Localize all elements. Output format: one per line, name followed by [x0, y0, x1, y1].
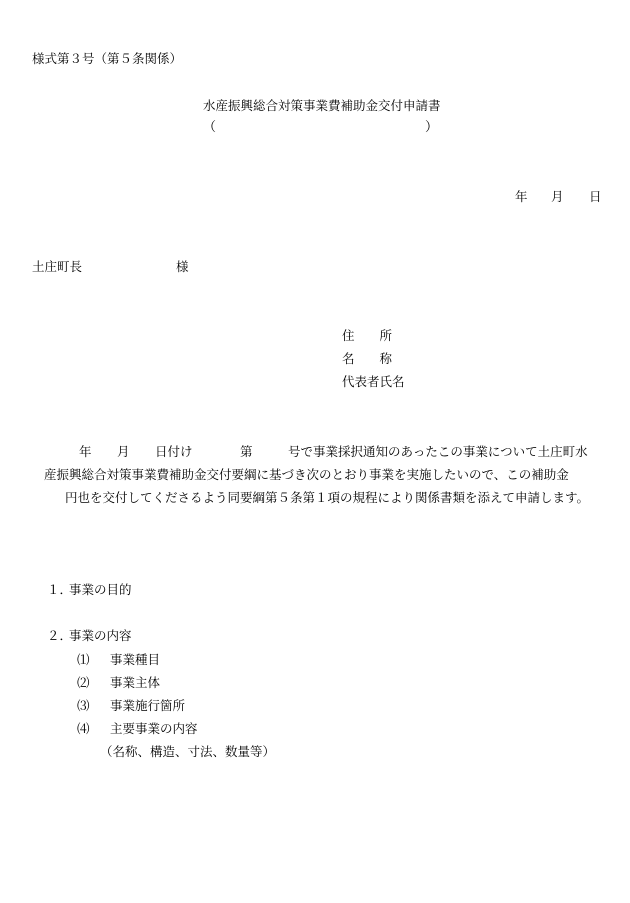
form-number: 様式第３号（第５条関係） — [32, 51, 183, 66]
applicant-name-label: 名 称 — [342, 351, 393, 366]
section-1-title: 事業の目的 — [69, 582, 132, 597]
content-note: （名称、構造、寸法、数量等） — [100, 744, 276, 759]
section-1-number: １． — [47, 582, 73, 597]
body-line1-rest: 号で事業採択通知のあったこの事業について土庄町水 — [288, 444, 588, 459]
content-item-1-label: 事業種目 — [110, 652, 161, 667]
section-2-number: ２． — [47, 628, 73, 643]
addressee-honorific: 様 — [176, 259, 189, 274]
body-line1-date: 日付け — [155, 444, 193, 459]
body-line3: 円也を交付してくださるよう同要綱第５条第１項の規程により関係書類を添えて申請します。 — [65, 490, 590, 505]
content-item-3-number: ⑶ — [77, 698, 90, 713]
section-2-title: 事業の内容 — [69, 628, 132, 643]
applicant-representative-label: 代表者氏名 — [342, 374, 405, 389]
date-year: 年 — [515, 189, 528, 204]
content-item-4-label: 主要事業の内容 — [110, 721, 198, 736]
subtitle-close-paren: ） — [425, 120, 439, 135]
body-line1-year: 年 — [79, 444, 92, 459]
applicant-address-label: 住 所 — [342, 328, 393, 343]
content-item-2-label: 事業主体 — [110, 675, 161, 690]
content-item-4-number: ⑷ — [77, 721, 90, 736]
subtitle-open-paren: （ — [203, 120, 217, 135]
document-title: 水産振興総合対策事業費補助金交付申請書 — [203, 98, 441, 113]
content-item-2-number: ⑵ — [77, 675, 90, 690]
addressee-name: 土庄町長 — [32, 259, 83, 274]
body-line2: 産振興総合対策事業費補助金交付要綱に基づき次のとおり事業を実施したいので、この補助金 — [44, 467, 569, 482]
content-item-3-label: 事業施行箇所 — [110, 698, 186, 713]
date-day: 日 — [589, 189, 602, 204]
body-line1-month: 月 — [117, 444, 130, 459]
body-line1-no: 第 — [240, 444, 253, 459]
content-item-1-number: ⑴ — [77, 652, 90, 667]
date-month: 月 — [551, 189, 564, 204]
